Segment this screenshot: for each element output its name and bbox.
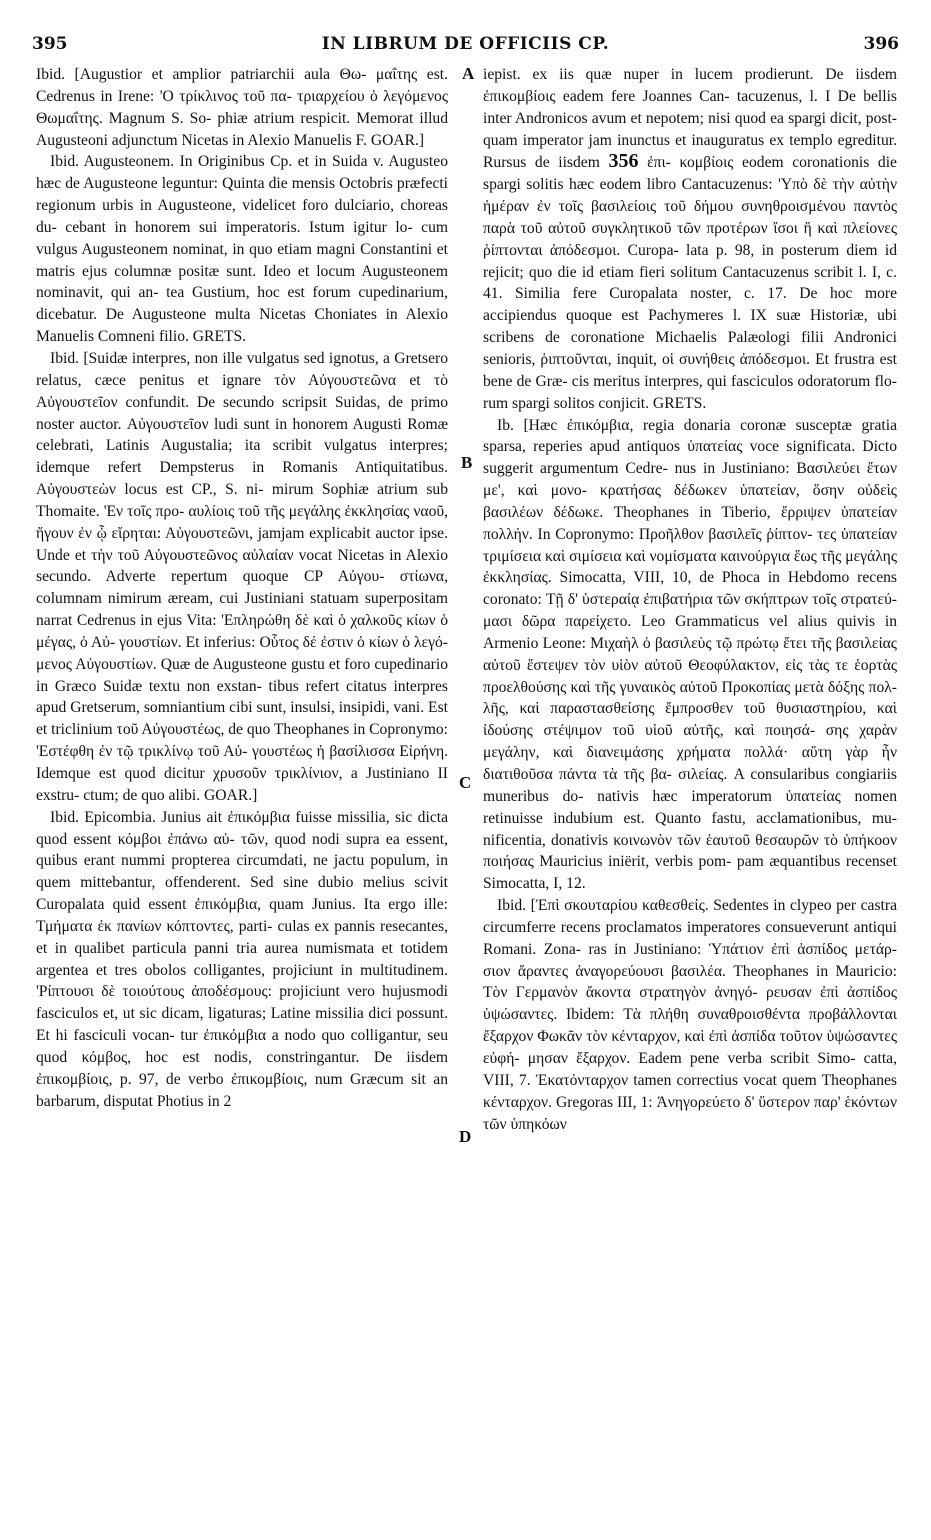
continuation-text-part2: ἐπι- κομβίοις eodem coronationis die spargi solitis hæc eodem libro Cantacuzenus: 'Υπὸ δὲ τὴν αὐτὴν ἡμέραν ἐν τοῖς βασιλείοις τοῦ δήμου συνηθροισμένου παντὸς παρὰ τοῦ αὐτοῦ συγκλητικοῦ τῶν προτέρων ἴσοι ἢ καὶ πλείονες ῥίπτονται ἀπόδεσμοι. Curopa- lata p. 98, in posterum diem id rejicit; quo die id etiam fieri solitum Cantacuzenus scribit l. I, c. 41. Similia fere Curopalata noster, c. 17. De hoc more accipiendus quoque est Pachymeres l. IX suæ Historiæ, ubi scribens de coronatione Michaelis Palæologi filii Andronici senioris, ῥιπτοῦνται, inquit, οἱ συνήθεις ἀπόδεσμοι. Et frustra est bene de Græ- cis meritus interpres, qui fasciculos odoratorum flo- rum spargi solitos conjicit. GRETS.	[483, 154, 897, 412]
paragraph-ibid-augusteonem: Ibid. Augusteonem. In Originibus Cp. et in Suida v. Augusteo hæc de Augusteone leguntur: Quinta die mensis Octobris præfecti regionum urbis in Augusteone, videlicet foro dulciario, choreas du- cebant in honorem sui imperatoris. Istum igitur lo- cum vulgus Augusteonem nominat, in quo etiam magni Constantini et matris ejus columnæ positæ sunt. Ideo et locum Augusteonem nominavit, qui an- tea Gustium, hoc est forum cupedinarium, dicebatur. De Augusteone multa Nicetas Choniates in Alexio Manuelis Comneni filio. GRETS.	[36, 153, 448, 346]
section-marker-c: C	[459, 773, 472, 792]
margin-page-number: 356	[608, 150, 639, 173]
left-column	[36, 64, 448, 1113]
paragraph-ib-epicombia: Ib. [Hæc ἐπικόμβια, regia donaria coronæ susceptæ gratia sparsa, reperies apud antiquos ὑπατείας voce significata. Dicto suggerit argumentum Cedre- nus in Justiniano: Βασιλεύει ἔτων με', καὶ μονο- κρατήσας δέδωκεν ὑπατείαν, ὅσην οὐδεὶς βασιλέων δέδωκε. Theophanes in Tiberio, ἔρριψεν ὑπατείαν πολλήν. In Copronymo: Προῆλθον βασιλεῖς ῥίπτον- τες ὑπατείαν τριμίσεια καὶ σιμίσεια καὶ νομίσματα καινούργια ἕως τῆς μεγάλης ἐκκλησίας. Simocatta, VIII, 10, de Phoca in Hebdomo recens coronato: Τῇ δ' ὑστεραίᾳ ἐπιβατήρια τῶν σκήπτρων τοῖς στρατεύ- μασι δῶρα παρείχετο. Leo Grammaticus vel alius quivis in Armenio Leone: Μιχαὴλ ὁ βασιλεὺς τῷ πρώτῳ ἔτει τῆς βασιλείας αὐτοῦ ἔστεψεν τὸν υἱὸν αὐτοῦ Θεοφύλακτον, εἰς τὰς τε ἑορτὰς προελθούσης καὶ τῆς γυναικὸς αὐτοῦ Προκοπίας μετὰ δόξης πολ- λῆς, καὶ παραστασθείσης ἔμπροσθεν τοῦ θυσιαστηρίου, καὶ ἰδούσης στέψιμον τοῦ υἱοῦ αὐτῆς, καὶ ποιησά- σης χαρὰν μεγάλην, καὶ διανειμάσης χρήματα πολλά· αὕτη γὰρ ἦν διατιθοῦσα πάντα τὰ τῆς βα- σιλείας. A consularibus congiariis muneribus do- nativis hæc imperatorum ὑπατείας nomen retinuisse indubium est. Quanto fastu, acclamationibus, mu- nificentia, donativis κοινωνὸν τῶν ἑαυτοῦ θεσαυρῶν τὸ ὑπήκοον ποιήσας Mauricius iniërit, verbis pom- pam æquantibus recenset Simocatta, I, 12.	[483, 416, 897, 893]
paragraph-ibid-augustior: Ibid. [Augustior et amplior patriarchii aula Θω- μαΐτης est. Cedrenus in Irene: 'Ο τρίκλινος τοῦ πα- τριαρχείου ὁ λεγόμενος Θωμαΐτης. Magnum S. So- phiæ atrium respicit. Memorat illud Augusteoni adjunctum Nicetas in Alexio Manuelis F. GOAR.]	[36, 66, 448, 149]
paragraph-ibid-epicombia: Ibid. Epicombia. Junius ait ἐπικόμβια fuisse missilia, sic dicta quod essent κόμβοι ἐπάνω αὐ- τῶν, quod nodi supra ea essent, quibus erant nummi propterea circumdati, ne jactu populum, in quem mittebantur, offenderent. Sed sine dubio melius scivit Curopalata quid essent ἐπικόμβια, quam Junius. Ita ergo ille: Τμήματα ἐκ πανίων κόπτοντες, parti- culas ex pannis resecantes, et in qualibet particula panni tria aurea numismata et totidem argentea et tres obolos colligantes, projiciunt in multitudinem. 'Ρίπτουσι δὲ τοιούτους ἀποδέσμους: projiciunt vero hujusmodi fasciculos et, ut sic dicam, ligaturas; Latine missilia dici possunt. Et hi fasciculi vocan- tur ἐπικόμβια a nodo quo colligantur, seu quod κόμβος, hoc est nodis, constringantur. De iisdem ἐπικομβίοις, p. 97, de verbo ἐπικομβίοις, num Græcum sit an barbarum, disputat Photius in 2	[36, 808, 448, 1110]
right-column	[483, 64, 897, 1135]
page-number-left: 395	[32, 34, 68, 54]
paragraph-ibid-scutarium: Ibid. [Ἐπὶ σκουταρίου καθεσθείς. Sedentes in clypeo per castra circumferre recens proclamatos imperatores consueverunt antiqui Romani. Zona- ras in Justiniano: Ὑπάτιον ἐπὶ ἀσπίδος μετάρ- σιον ἄραντες ἀναγορεύουσι βασιλέα. Theophanes in Mauricio: Τὸν Γερμανὸν ἄκοντα στρατηγὸν ἀνηγό- ρευσαν ἐπὶ ἀσπίδος ὑψώσαντες. Ibidem: Τὰ πλήθη συναθροισθέντα προβάλλονται ἔξαρχον Φωκᾶν τὸν κένταρχον, καὶ ἐπὶ ἀσπίδα τοῦτον ὑψώσαντες εὐφή- μησαν ἔξαρχον. Eadem pene verba scribit Simo- catta, VIII, 7. Ἑκατόνταρχον tamen correctius vocat quem Theophanes κένταρχον. Gregoras III, 1: Ἀνηγορεύετο δ' ὕστερον παρ' ἑκόντων τῶν ὑπηκόων	[483, 897, 897, 1133]
paragraph-continuation	[483, 64, 897, 415]
page-number-right: 396	[863, 34, 899, 54]
running-title: IN LIBRUM DE OFFICIIS CP.	[321, 34, 610, 54]
section-marker-b: B	[461, 453, 473, 472]
section-marker-d: D	[459, 1127, 472, 1146]
page-header	[32, 34, 899, 58]
continuation-text-part1: iepist. ex iis quæ nuper in lucem prodierunt. De iisdem ἐπικομβίοις eadem fere Joannes Can- tacuzenus, l. I De bellis inter Andronicos avum et nepotem; nisi quod ea spargi dicit, post- quam imperator jam inunctus et inauguratus ex templo egreditur. Rursus de iisdem	[483, 66, 897, 172]
paragraph-ibid-suidae: Ibid. [Suidæ interpres, non ille vulgatus sed ignotus, a Gretsero relatus, cæce penitus et ignare τὸν Αὐγουστεῶνα et τὸ Αὐγουστεῖον confundit. De secundo scripsit Suidas, de primo noster auctor. Αὐγουστεῖον ludi sunt in honorem Augusti Romæ celebrati, Latinis Augustalia; ita scribit vulgatus interpres; idemque refert Dempsterus in Romanis Antiquitatibus. Αὐγουστεὼν locus est CP., S. ni- mirum Sophiæ atrium sub Thomaite. 'Εν τοῖς προ- αυλίοις τοῦ τῆς μεγάλης ἐκκλησίας ναοῦ, ἤγουν ἐν ᾧ εἴρηται: Αὐγουστεῶνι, jamjam explicabit auctor ipse. Unde et τὴν τοῦ Αὐγουστεῶνος αὐλαίαν vocat Nicetas in Alexio secundo. Adverte repertum quoque CP Αὐγου- στίωνα, columnam nimirum æream, cui Justiniani statuam superpositam narrat Cedrenus in ejus Vita: 'Επληρώθη δὲ καὶ ὁ χαλκοῦς κίων ὁ μέγας, ὁ Αὐ- γουστίων. Et inferius: Οὗτος δέ ἐστιν ὁ κίων ὁ λεγό- μενος Αὐγουστίων. Quæ de Augusteone gustu et foro cupedinario in Græco Suidæ textu non exstan- tibus refert citatus interpres apud Gretserum, somniantium cibi sunt, insulsi, insipidi, vani. Est et triclinium τοῦ Αὐγουστέως, de quo Theophanes in Copronymo: 'Εστέφθη ἐν τῷ τρικλίνῳ τοῦ Αὐ- γουστέως ἡ βασίλισσα Εἰρήνη. Idemque est quod dicitur χρυσοῦν τρικλίνιον, a Justiniano II exstru- ctum; de quo alibi. GOAR.]	[36, 349, 448, 804]
section-marker-a: A	[462, 64, 475, 83]
